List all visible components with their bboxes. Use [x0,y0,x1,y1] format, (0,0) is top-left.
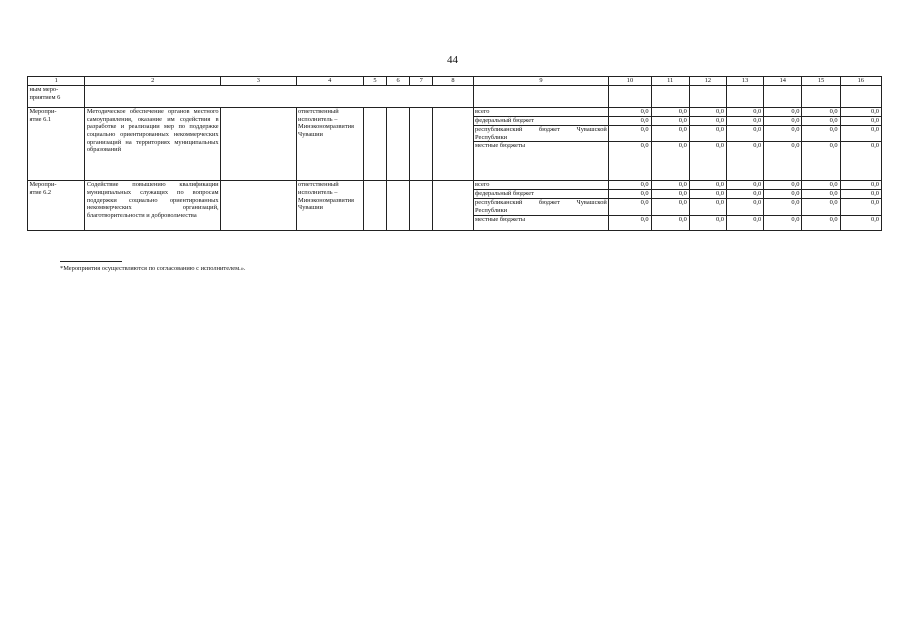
value-cell: 0,0 [840,142,881,181]
column-number: 4 [296,77,363,86]
continuation-text: ным меро- приятием 6 [28,86,85,108]
value-cell: 0,0 [651,181,689,190]
value-cell: 0,0 [802,190,840,199]
value-cell: 0,0 [840,215,881,230]
funding-source: всего [473,181,609,190]
column-number: 10 [609,77,651,86]
funding-source: республиканский бюджет Чувашской Республики [475,199,607,215]
page-number: 44 [447,54,458,66]
value-cell: 0,0 [726,181,763,190]
value-cell: 0,0 [764,215,802,230]
value-cell: 0,0 [689,117,726,126]
column-number-row [28,77,882,86]
value-cell: 0,0 [651,215,689,230]
continuation-row [28,86,882,108]
activity-executor: ответственный исполнитель – Минэкономразвития Чувашии [296,181,363,230]
value-cell: 0,0 [726,215,763,230]
value-cell: 0,0 [651,126,689,142]
value-cell: 0,0 [609,117,651,126]
value-cell: 0,0 [726,142,763,181]
value-cell: 0,0 [802,108,840,117]
value-cell: 0,0 [689,142,726,181]
value-cell: 0,0 [651,199,689,215]
value-cell: 0,0 [802,142,840,181]
funding-source: местные бюджеты [473,215,609,230]
column-number: 8 [433,77,473,86]
value-cell: 0,0 [764,117,802,126]
column-number: 5 [363,77,386,86]
continuation-empty [85,86,473,108]
value-cell: 0,0 [764,190,802,199]
value-cell: 0,0 [689,181,726,190]
value-cell: 0,0 [689,126,726,142]
column-number: 9 [473,77,609,86]
value-cell: 0,0 [689,215,726,230]
value-cell: 0,0 [840,126,881,142]
value-cell: 0,0 [609,199,651,215]
column-number: 11 [651,77,689,86]
column-number: 1 [28,77,85,86]
column-number: 14 [764,77,802,86]
value-cell: 0,0 [764,108,802,117]
value-cell: 0,0 [840,117,881,126]
column-number: 15 [802,77,840,86]
column-number: 6 [387,77,410,86]
value-cell: 0,0 [802,117,840,126]
funding-source: федеральный бюджет [473,190,609,199]
value-cell: 0,0 [802,215,840,230]
column-number: 3 [221,77,296,86]
value-cell: 0,0 [651,142,689,181]
value-cell: 0,0 [764,199,802,215]
program-table [27,76,882,231]
value-cell: 0,0 [764,181,802,190]
value-cell: 0,0 [802,199,840,215]
column-number: 2 [85,77,221,86]
value-cell: 0,0 [726,108,763,117]
value-cell: 0,0 [726,190,763,199]
value-cell: 0,0 [802,181,840,190]
column-number: 13 [726,77,763,86]
activity-title: Методическое обеспечение органов местного самоуправления, оказание им содействия в разработке и реализации мер по поддержке социально ориентированных некоммерческих организаций на территориях муниципальных образований [85,108,221,181]
value-cell: 0,0 [726,199,763,215]
value-cell: 0,0 [609,108,651,117]
footnote-divider [60,261,122,262]
column-number: 12 [689,77,726,86]
value-cell: 0,0 [651,117,689,126]
column-number: 7 [410,77,433,86]
value-cell: 0,0 [840,190,881,199]
funding-source: всего [473,108,609,117]
value-cell: 0,0 [609,142,651,181]
value-cell: 0,0 [689,199,726,215]
value-cell: 0,0 [689,108,726,117]
funding-source: республиканский бюджет Чувашской Республики [475,126,607,141]
value-cell: 0,0 [840,181,881,190]
value-cell: 0,0 [609,190,651,199]
value-cell: 0,0 [726,117,763,126]
value-cell: 0,0 [609,126,651,142]
value-cell: 0,0 [802,126,840,142]
funding-source: местные бюджеты [473,142,609,181]
value-cell: 0,0 [764,142,802,181]
funding-source: федеральный бюджет [473,117,609,126]
activity-code: Меропри- ятие 6.1 [28,108,85,181]
table-row [28,181,882,190]
value-cell: 0,0 [609,181,651,190]
value-cell: 0,0 [840,108,881,117]
value-cell: 0,0 [840,199,881,215]
value-cell: 0,0 [651,108,689,117]
value-cell: 0,0 [689,190,726,199]
activity-code: Меропри- ятие 6.2 [28,181,85,230]
table-row [28,108,882,117]
footnote: *Мероприятия осуществляются по согласованию с исполнителем.». [60,265,246,272]
value-cell: 0,0 [609,215,651,230]
column-number: 16 [840,77,881,86]
value-cell: 0,0 [764,126,802,142]
value-cell: 0,0 [651,190,689,199]
activity-title: Содействие повышению квалификации муниципальных служащих по вопросам поддержки социально ориентированных некоммерческих организаций, благотворительности и добровольчества [85,181,221,230]
value-cell: 0,0 [726,126,763,142]
activity-executor: ответственный исполнитель – Минэкономразвития Чувашии [296,108,363,181]
